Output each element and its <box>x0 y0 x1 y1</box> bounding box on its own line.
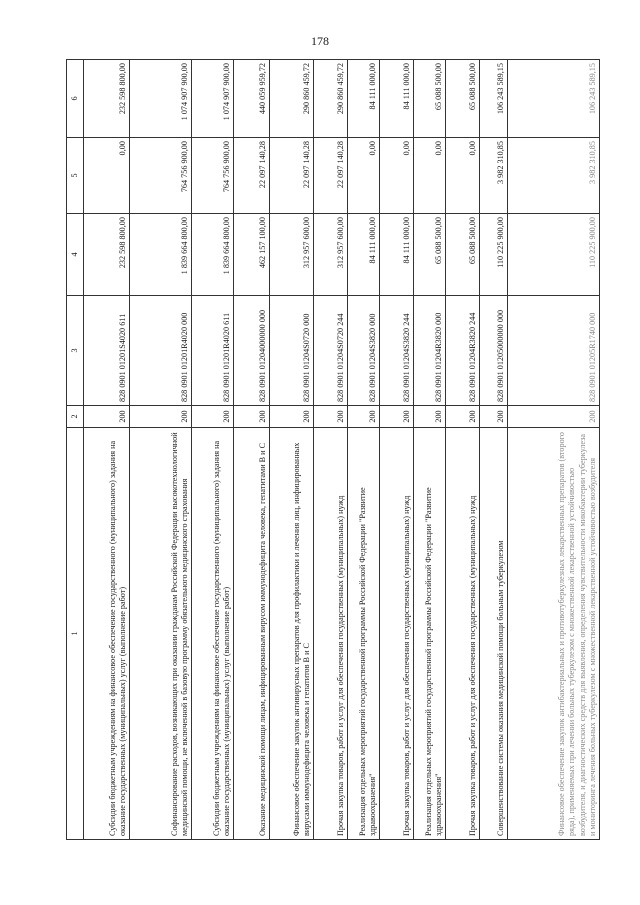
row-name-cell: Оказание медицинской помощи лицам, инфицированным вирусом иммунодефицита человека, гепатитами B и C <box>234 428 270 840</box>
row-amount-cell: 110 225 900,00 <box>480 214 508 296</box>
row-code-cell: 200 <box>380 406 414 428</box>
row-name-cell: Прочая закупка товаров, работ и услуг для обеспечения государственных (муниципальных) нужд <box>446 428 480 840</box>
row-code-cell: 200 <box>270 406 314 428</box>
row-change-cell: 0,00 <box>446 138 480 214</box>
row-kbk-cell: 828 0901 01201R4020 000 <box>130 296 192 406</box>
row-change-cell: 0,00 <box>348 138 380 214</box>
table-row <box>508 60 600 840</box>
row-amount-cell: 84 111 000,00 <box>380 214 414 296</box>
row-code-cell: 200 <box>130 406 192 428</box>
table-row <box>446 60 480 840</box>
row-total-cell: 290 860 459,72 <box>270 60 314 138</box>
row-name-cell: Реализация отдельных мероприятий государственной программы Российской Федерации "Развитие здравоохранения" <box>348 428 380 840</box>
header-cell: 1 <box>67 428 84 840</box>
row-total-cell: 84 111 000,00 <box>348 60 380 138</box>
row-code-cell: 200 <box>192 406 234 428</box>
row-code-cell: 200 <box>480 406 508 428</box>
row-name-cell: Реализация отдельных мероприятий государственной программы Российской Федерации "Развитие здравоохранения" <box>414 428 446 840</box>
row-total-cell: 290 860 459,72 <box>314 60 348 138</box>
row-code-cell: 200 <box>314 406 348 428</box>
header-cell: 4 <box>67 214 84 296</box>
budget-table-region <box>66 60 597 840</box>
row-amount-cell: 1 839 664 800,00 <box>192 214 234 296</box>
row-amount-cell: 65 088 500,00 <box>414 214 446 296</box>
row-total-cell: 65 088 500,00 <box>414 60 446 138</box>
row-kbk-cell: 828 0901 01205R1740 000 <box>508 296 600 406</box>
row-kbk-cell: 828 0901 01204S0720 000 <box>270 296 314 406</box>
row-code-cell: 200 <box>446 406 480 428</box>
row-name-cell: Финансовое обеспечение закупок антибактериальных и противотуберкулезных лекарственных препаратов (второго ряда), применяемых при лечении больных туберкулезом с множественной лекарственной устойчивостью возбудителя, и диагностических средств для выявления, определения чувствительности микобактерии туберкулеза и мониторинга лечения больных туберкулезом с множественной лекарственной устойчивостью возбудителя <box>508 428 600 840</box>
row-change-cell: 3 982 310,85 <box>480 138 508 214</box>
row-code-cell: 200 <box>414 406 446 428</box>
row-change-cell: 22 097 140,28 <box>270 138 314 214</box>
row-kbk-cell: 828 0901 01204S0720 244 <box>314 296 348 406</box>
table-row <box>348 60 380 840</box>
row-change-cell: 0,00 <box>84 138 130 214</box>
header-cell: 5 <box>67 138 84 214</box>
row-name-cell: Совершенствование системы оказания медицинской помощи больным туберкулезом <box>480 428 508 840</box>
table-row <box>234 60 270 840</box>
row-amount-cell: 84 111 000,00 <box>348 214 380 296</box>
row-total-cell: 1 074 907 900,00 <box>130 60 192 138</box>
row-name-cell: Софинансирование расходов, возникающих при оказании гражданам Российской Федерации высокотехнологичной медицинской помощи, не включенной в базовую программу обязательного медицинского страхования <box>130 428 192 840</box>
row-amount-cell: 462 157 100,00 <box>234 214 270 296</box>
row-name-cell: Субсидии бюджетным учреждениям на финансовое обеспечение государственного (муниципального) задания на оказание государственных (муниципальных) услуг (выполнение работ) <box>192 428 234 840</box>
row-amount-cell: 110 225 900,00 <box>508 214 600 296</box>
row-code-cell: 200 <box>84 406 130 428</box>
row-kbk-cell: 828 0901 01201R4020 611 <box>192 296 234 406</box>
row-change-cell: 22 097 140,28 <box>234 138 270 214</box>
row-kbk-cell: 828 0901 01205000000 000 <box>480 296 508 406</box>
table-row <box>314 60 348 840</box>
row-name-cell: Прочая закупка товаров, работ и услуг для обеспечения государственных (муниципальных) нужд <box>380 428 414 840</box>
table-row <box>270 60 314 840</box>
row-amount-cell: 65 088 500,00 <box>446 214 480 296</box>
row-amount-cell: 1 839 664 800,00 <box>130 214 192 296</box>
row-change-cell: 3 982 310,85 <box>508 138 600 214</box>
row-name-cell: Финансовое обеспечение закупок антивирусных препаратов для профилактики и лечения лиц, инфицированных вирусами иммунодефицита человека и гепатитов B и C <box>270 428 314 840</box>
row-change-cell: 764 756 900,00 <box>192 138 234 214</box>
row-amount-cell: 312 957 600,00 <box>314 214 348 296</box>
header-cell: 6 <box>67 60 84 138</box>
row-total-cell: 232 598 800,00 <box>84 60 130 138</box>
row-change-cell: 764 756 900,00 <box>130 138 192 214</box>
row-kbk-cell: 828 0901 01204S3820 000 <box>348 296 380 406</box>
row-total-cell: 106 243 589,15 <box>508 60 600 138</box>
row-total-cell: 106 243 589,15 <box>480 60 508 138</box>
row-change-cell: 0,00 <box>414 138 446 214</box>
table-row <box>84 60 130 840</box>
row-kbk-cell: 828 0901 01204000000 000 <box>234 296 270 406</box>
rotated-table-container <box>66 60 597 840</box>
table-row <box>480 60 508 840</box>
table-row <box>192 60 234 840</box>
page-number: 178 <box>311 34 329 48</box>
row-total-cell: 65 088 500,00 <box>446 60 480 138</box>
row-code-cell: 200 <box>508 406 600 428</box>
row-change-cell: 0,00 <box>380 138 414 214</box>
budget-table <box>66 59 600 840</box>
row-amount-cell: 312 957 600,00 <box>270 214 314 296</box>
row-name-cell: Субсидии бюджетным учреждениям на финансовое обеспечение государственного (муниципального) задания на оказание государственных (муниципальных) услуг (выполнение работ) <box>84 428 130 840</box>
header-cell: 2 <box>67 406 84 428</box>
table-row <box>130 60 192 840</box>
row-total-cell: 1 074 907 900,00 <box>192 60 234 138</box>
row-name-cell: Прочая закупка товаров, работ и услуг для обеспечения государственных (муниципальных) нужд <box>314 428 348 840</box>
row-code-cell: 200 <box>348 406 380 428</box>
row-amount-cell: 232 598 800,00 <box>84 214 130 296</box>
row-change-cell: 22 097 140,28 <box>314 138 348 214</box>
table-row <box>414 60 446 840</box>
header-row <box>67 60 84 840</box>
row-total-cell: 440 059 959,72 <box>234 60 270 138</box>
row-kbk-cell: 828 0901 01201S4020 611 <box>84 296 130 406</box>
row-kbk-cell: 828 0901 01204R3820 000 <box>414 296 446 406</box>
row-code-cell: 200 <box>234 406 270 428</box>
row-total-cell: 84 111 000,00 <box>380 60 414 138</box>
row-kbk-cell: 828 0901 01204R3820 244 <box>446 296 480 406</box>
table-row <box>380 60 414 840</box>
row-kbk-cell: 828 0901 01204S3820 244 <box>380 296 414 406</box>
header-cell: 3 <box>67 296 84 406</box>
